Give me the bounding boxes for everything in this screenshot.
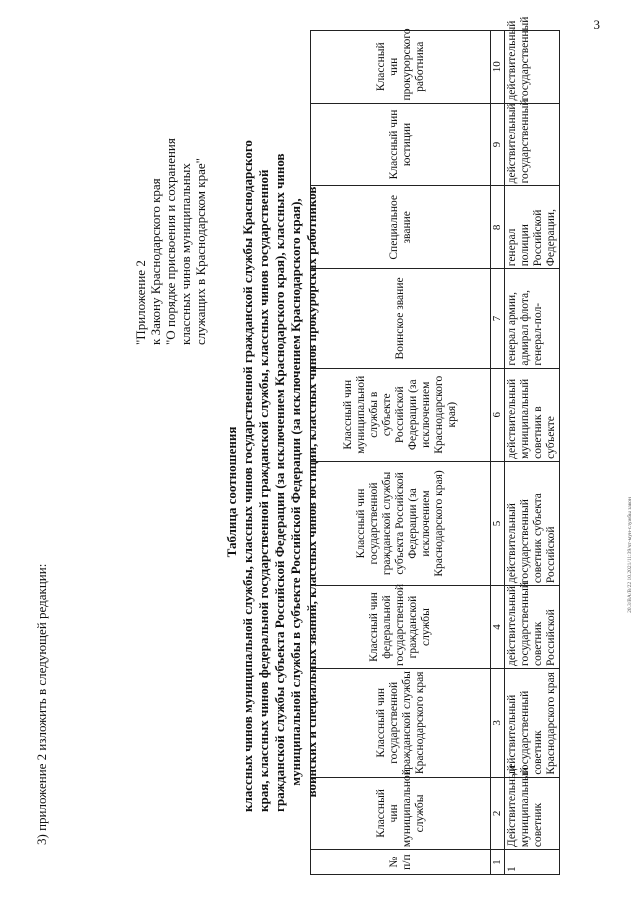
- table-title-line: края, классных чинов федеральной государственной гражданской службы, классных чинов государственной: [256, 169, 271, 812]
- column-number: 1: [491, 850, 505, 875]
- header-cell: Классный чин государственной гражданской службы Краснодарского края: [311, 668, 491, 777]
- table-title-line: воинских и специальных званий, классных чинов юстиции, классных чинов прокурорских работников: [304, 186, 319, 798]
- column-number: 5: [491, 461, 505, 585]
- header-cell: № п/п: [311, 850, 491, 875]
- column-number: 3: [491, 668, 505, 777]
- header-cell: Классный чин федеральной государственной гражданской службы: [311, 586, 491, 669]
- appendix-line: "О порядке присвоения и сохранения: [163, 138, 178, 345]
- table-cell: генерал полиции Российской Федерации,: [505, 186, 560, 269]
- table-cell: Действительный муниципальный советник: [505, 777, 560, 849]
- table-cell: действительный государственный советник Краснодарского края: [505, 668, 560, 777]
- column-number: 2: [491, 777, 505, 849]
- table-cell: 1: [505, 850, 560, 875]
- header-cell: Классный чин муниципальной службы в субъекте Российской Федерации (за исключением Краснодарского края): [311, 368, 491, 461]
- column-number: 10: [491, 31, 505, 104]
- column-number: 9: [491, 103, 505, 186]
- header-cell: Классный чин прокурорского работника: [311, 31, 491, 104]
- table-title-line: классных чинов муниципальной службы, классных чинов государственной гражданской службы Краснодарского: [240, 140, 255, 812]
- column-number: 4: [491, 586, 505, 669]
- page-number: 3: [593, 17, 600, 32]
- table-title-line: гражданской службы субъекта Российской Федерации (за исключением Краснодарского края), классных чинов: [272, 153, 287, 812]
- header-cell: Классный чин муниципальной службы: [311, 777, 491, 849]
- appendix-heading: [133, 138, 208, 345]
- appendix-line: к Закону Краснодарского края: [148, 178, 163, 345]
- table-cell: действительный государственный: [505, 31, 560, 104]
- table-row: [505, 31, 560, 875]
- header-cell: Специальное звание: [311, 186, 491, 269]
- column-number: 8: [491, 186, 505, 269]
- header-cell: Воинское звание: [311, 269, 491, 368]
- appendix-line: служащих в Краснодарском крае": [193, 158, 208, 345]
- table-title-line: муниципальной службы в субъекте Российской Федерации (за исключением Краснодарского края),: [288, 198, 303, 786]
- table-cell: генерал армии, адмирал флота, генерал-пол-: [505, 269, 560, 368]
- table-header-row: [311, 31, 491, 875]
- appendix-line: "Приложение 2: [133, 260, 148, 345]
- column-number-row: [491, 31, 505, 875]
- column-number: 6: [491, 368, 505, 461]
- rank-correspondence-table: [310, 16, 560, 875]
- header-cell: Классный чин государственной гражданской службы субъекта Российской Федерации (за исключением Краснодарского края): [311, 461, 491, 585]
- header-cell: Классный чин юстиции: [311, 103, 491, 186]
- table-title: Таблица соотношения: [224, 426, 239, 558]
- table-cell: действительный государственный: [505, 103, 560, 186]
- document-footer-code: 20.3/BA/B/22 10.2021/11:39/чт-мун-службы закон: [627, 497, 633, 613]
- intro-text: 3) приложение 2 изложить в следующей редакции:: [34, 563, 49, 845]
- appendix-line: классных чинов муниципальных: [178, 163, 193, 345]
- table-cell: действительный муниципальный советник в субъекте: [505, 368, 560, 461]
- column-number: 7: [491, 269, 505, 368]
- table-cell: действительный государственный советник Российской: [505, 586, 560, 669]
- table-cell: действительный государственный советник субъекта Российской: [505, 461, 560, 585]
